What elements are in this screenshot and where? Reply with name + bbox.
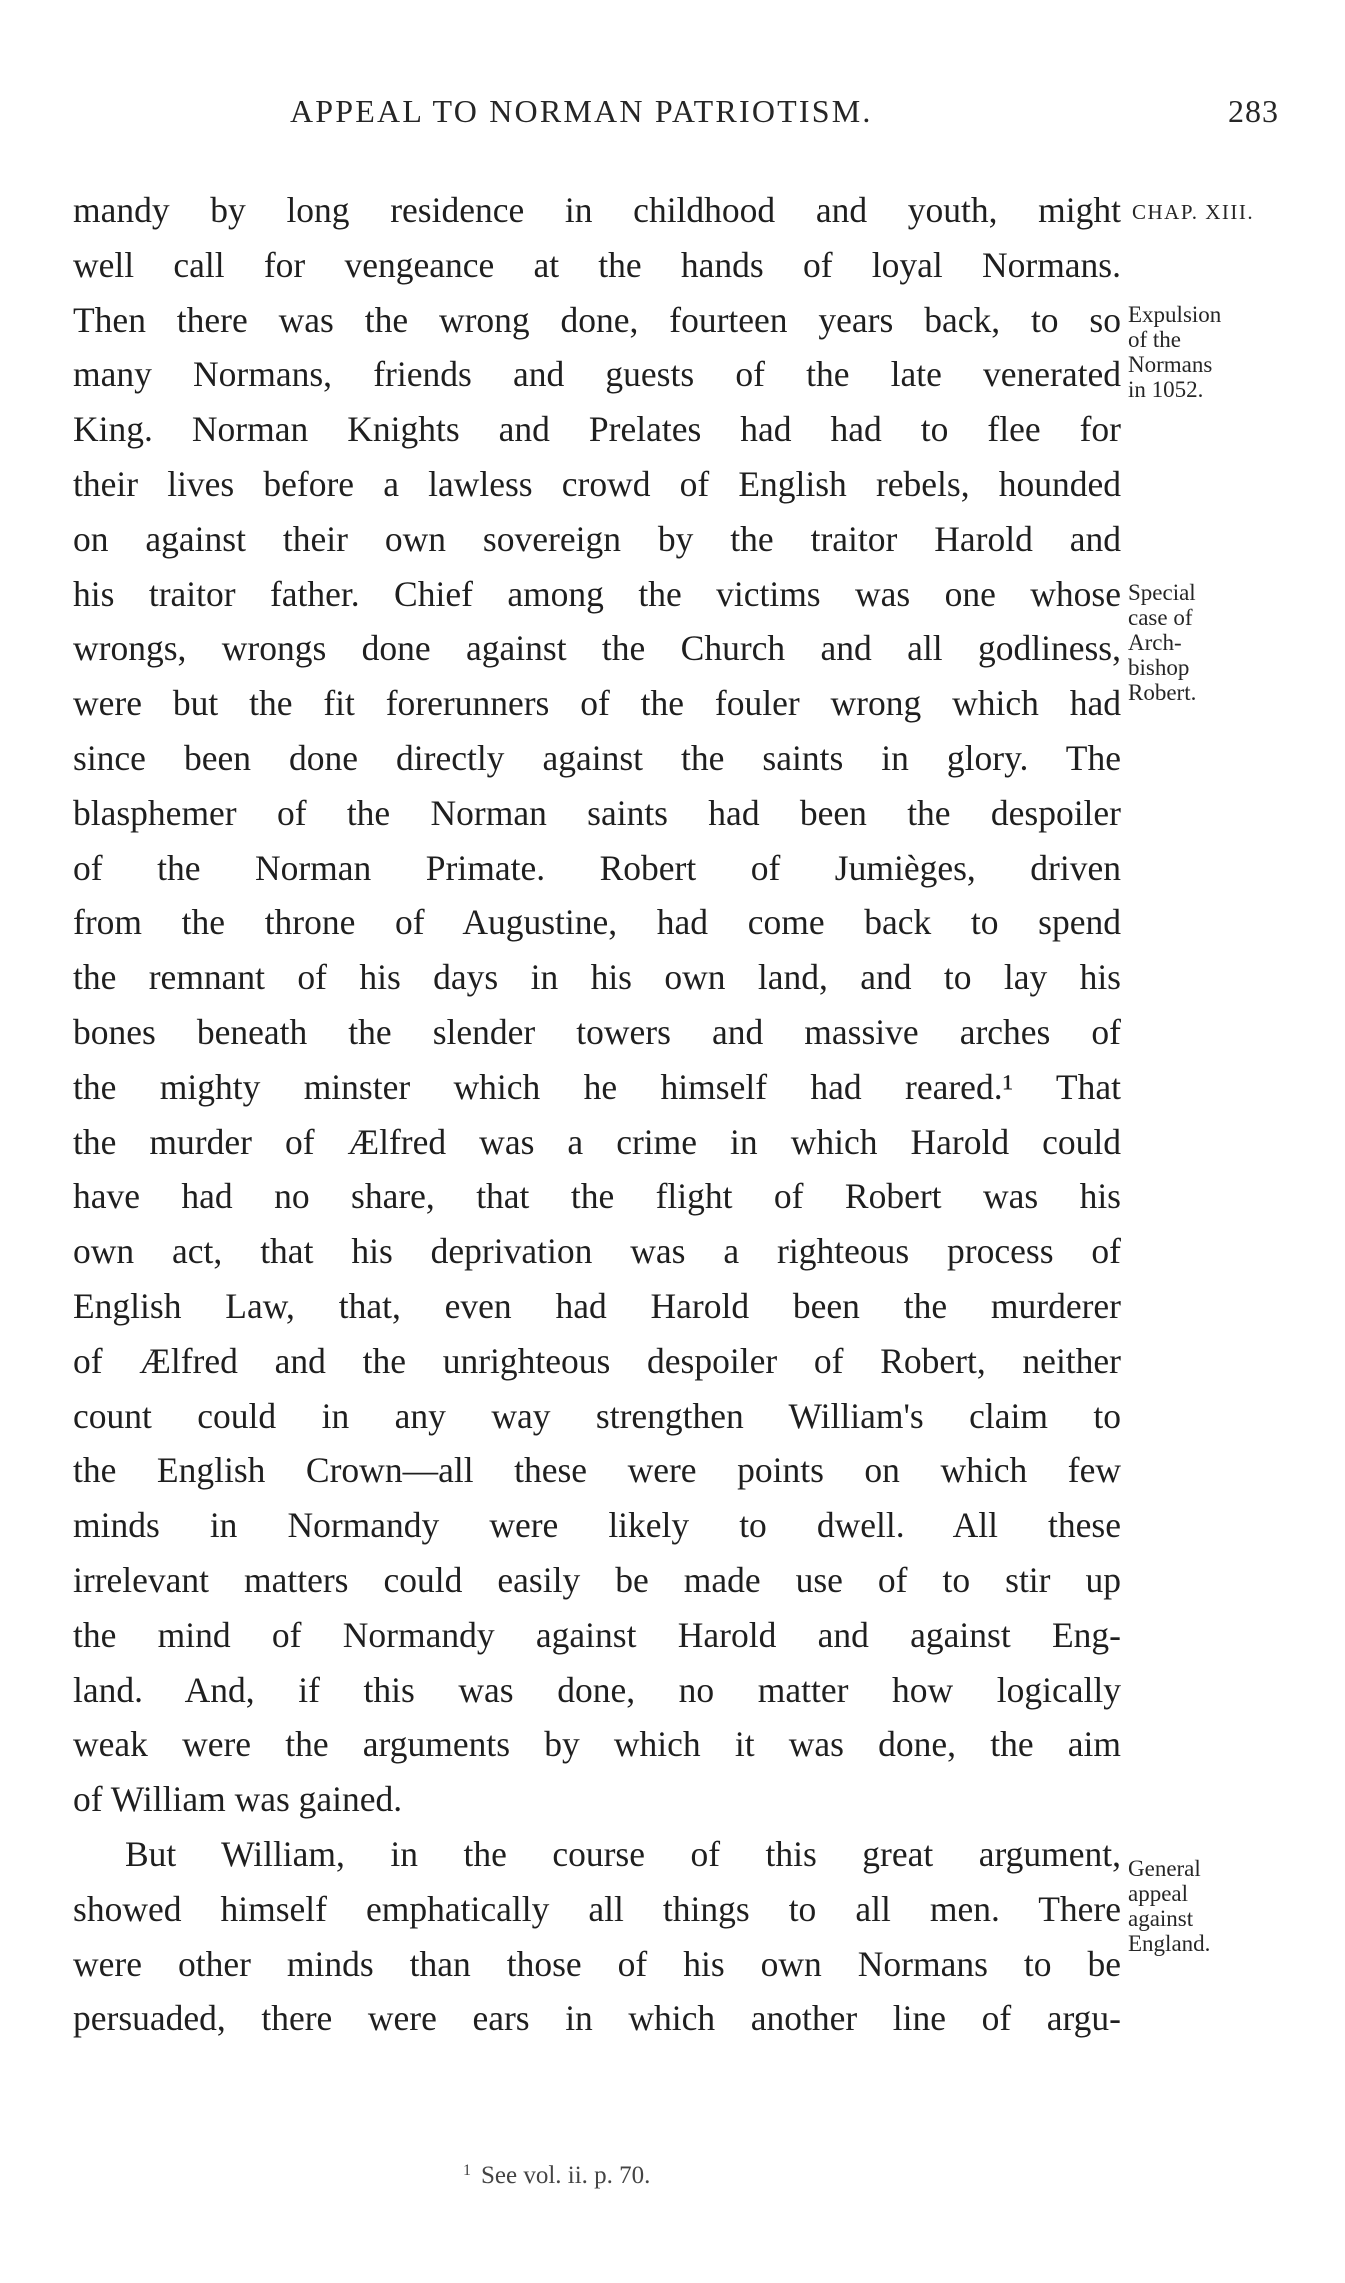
text-line: irrelevant matters could easily be made use of to stir up xyxy=(73,1559,1121,1600)
text-line: well call for vengeance at the hands of loyal Normans. xyxy=(73,244,1121,285)
text-line: have had no share, that the flight of Robert was his xyxy=(73,1176,1121,1217)
text-line: of Ælfred and the unrighteous despoiler of Robert, neither xyxy=(73,1340,1121,1381)
text-line: mandy by long residence in childhood and youth, might xyxy=(73,190,1121,230)
text-line: bones beneath the slender towers and massive arches of xyxy=(73,1011,1121,1052)
text-line: English Law, that, even had Harold been the murderer xyxy=(73,1285,1121,1326)
text-line: Then there was the wrong done, fourteen years back, to so xyxy=(73,299,1121,340)
text-line: were but the fit forerunners of the fouler wrong which had xyxy=(73,683,1121,724)
sidenote-line: Robert. xyxy=(1128,680,1197,705)
text-line: the murder of Ælfred was a crime in which Harold could xyxy=(73,1121,1121,1162)
text-line: minds in Normandy were likely to dwell. All these xyxy=(73,1505,1121,1546)
text-line: their lives before a lawless crowd of English rebels, hounded xyxy=(73,463,1121,504)
text-line: the English Crown—all these were points on which few xyxy=(73,1450,1121,1491)
sidenote-line: of the xyxy=(1128,327,1182,352)
text-line: the mighty minster which he himself had reared.¹ That xyxy=(73,1066,1121,1107)
text-line: the remnant of his days in his own land, and to lay his xyxy=(73,957,1121,998)
chapter-marker-text: CHAP. XIII. xyxy=(1132,200,1255,224)
text-line: the mind of Normandy against Harold and against Eng- xyxy=(73,1614,1121,1655)
text-line: since been done directly against the saints in glory. The xyxy=(73,737,1121,778)
text-line: count could in any way strengthen William's claim to xyxy=(73,1395,1121,1436)
sidenote-line: appeal xyxy=(1128,1881,1189,1906)
text-line: were other minds than those of his own Normans to be xyxy=(73,1943,1121,1984)
sidenote-line: General xyxy=(1128,1856,1201,1881)
footnote xyxy=(463,2162,650,2190)
sidenote-line: against xyxy=(1128,1906,1194,1931)
text-line: wrongs, wrongs done against the Church and all godliness, xyxy=(73,628,1121,669)
sidenote-special-case xyxy=(1128,580,1196,705)
paragraph-start-line: But William, in the course of this great argument, xyxy=(125,1833,1121,1874)
sidenote-line: Arch- xyxy=(1128,630,1182,655)
page-number: 283 xyxy=(1228,93,1279,129)
text-line: many Normans, friends and guests of the late venerated xyxy=(73,354,1121,395)
body-text xyxy=(73,183,1121,2046)
sidenote-line: case of xyxy=(1128,605,1193,630)
text-line: showed himself emphatically all things to all men. There xyxy=(73,1888,1121,1929)
sidenote-line: Normans xyxy=(1128,352,1213,377)
sidenote-line: England. xyxy=(1128,1931,1211,1956)
text-line: King. Norman Knights and Prelates had had to flee for xyxy=(73,409,1121,450)
text-line: weak were the arguments by which it was done, the aim xyxy=(73,1724,1121,1765)
text-line: on against their own sovereign by the traitor Harold and xyxy=(73,518,1121,559)
sidenote-general-appeal xyxy=(1128,1856,1210,1956)
text-line: from the throne of Augustine, had come back to spend xyxy=(73,902,1121,943)
footnote-text: See vol. ii. p. 70. xyxy=(481,2162,651,2189)
sidenote-line: in 1052. xyxy=(1128,377,1204,402)
chapter-marker xyxy=(1132,200,1254,225)
sidenote-expulsion xyxy=(1128,302,1221,402)
text-line: of the Norman Primate. Robert of Jumièges, driven xyxy=(73,847,1121,888)
text-line: blasphemer of the Norman saints had been the despoiler xyxy=(73,792,1121,833)
text-line: own act, that his deprivation was a righteous process of xyxy=(73,1231,1121,1272)
running-header xyxy=(0,93,1345,139)
paragraph-end-line: of William was gained. xyxy=(73,1779,403,1820)
text-line: persuaded, there were ears in which another line of argu- xyxy=(73,1998,1121,2039)
footnote-marker: 1 xyxy=(463,2162,471,2179)
text-line: his traitor father. Chief among the victims was one whose xyxy=(73,573,1121,614)
sidenote-line: Special xyxy=(1128,580,1196,605)
sidenote-line: Expulsion xyxy=(1128,302,1222,327)
text-line: land. And, if this was done, no matter how logically xyxy=(73,1669,1121,1710)
running-title: APPEAL TO NORMAN PATRIOTISM. xyxy=(290,93,873,129)
sidenote-line: bishop xyxy=(1128,655,1190,680)
